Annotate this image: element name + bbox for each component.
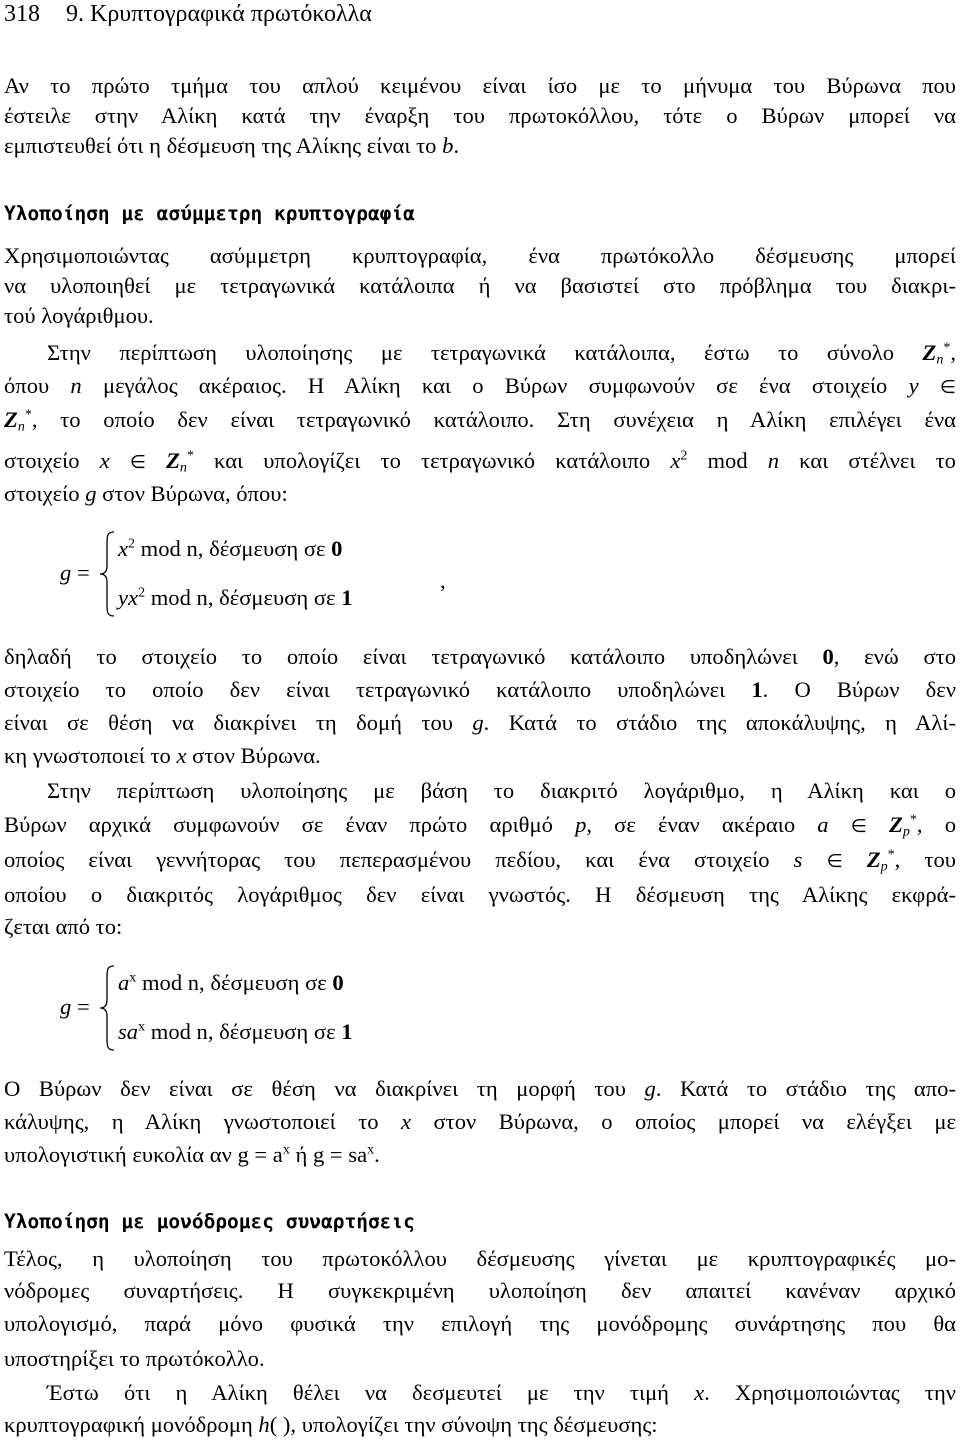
paragraph-4-line-3 [4,708,956,738]
exponent: 2 [128,536,136,552]
var-n: n [17,419,25,435]
paragraph-5-line-2 [4,810,956,842]
term: x [118,536,129,561]
section-heading-asymmetric: Υλοποίηση με ασύμμετρη κρυπτογραφία [4,202,415,225]
text-run: mod n, δέσμευση σε [136,970,333,995]
var-x: x [401,1109,412,1134]
term: yx [118,585,139,610]
paragraph-7-line-4: υποστηρίξει το πρωτόκολλο. [4,1346,265,1371]
bit-1: 1 [341,1019,353,1044]
var-p: p [902,824,910,840]
paragraph-1-line-1: Αν το πρώτο τμήμα του απλού κειμένου είναι ίσο με το μήνυμα του Βύρωνα που [4,73,956,98]
var-n: n [936,352,944,368]
paragraph-4-line-1 [4,642,956,672]
paragraph-6-line-3 [4,1140,956,1170]
var-x: x [694,1380,705,1405]
paragraph-3-line-4 [4,446,956,478]
star: * [887,847,895,863]
formula-case-1 [118,1019,353,1045]
section-heading-one-way: Υλοποίηση με μονόδρομες συναρτήσεις [4,1210,415,1233]
exponent: x [367,1142,375,1158]
text-run: ( ), υπολογίζει την σύνοψη της δέσμευσης: [269,1412,658,1437]
exponent: 2 [138,585,146,601]
star: * [24,407,32,423]
paragraph-5-line-5: ζεται από το: [4,914,123,939]
var-y: y [908,373,919,398]
text-run: mod n, δέσμευση σε [135,536,332,561]
text-run: στοιχείο [4,448,100,473]
paragraph-1-line-3 [4,131,956,161]
paragraph-5-line-3 [4,845,956,877]
var-g: g [472,710,484,735]
bit-0: 0 [331,536,343,561]
text-run: και στέλνει το [779,448,956,473]
paragraph-1-line-2: έστειλε στην Αλίκη κατά την έναρξη του πρωτοκόλλου, τότε ο Βύρων μπορεί να [4,103,956,128]
var-g: g [85,481,97,506]
paragraph-6-line-2 [4,1107,956,1137]
paragraph-5-line-1 [4,776,956,806]
left-brace-icon [98,964,116,1052]
var-n: n [179,460,187,476]
text-run: , ενώ στο [833,644,956,669]
formula-lhs: g = [60,560,90,585]
formula-lhs: g = [60,994,90,1019]
var-h: h [258,1412,270,1437]
element-of-symbol: ∈ [850,816,867,837]
paragraph-2-line-3: τού λογάριθμου. [4,303,154,328]
text-run: Στην περίπτωση υλοποίησης με βάση το διακριτό λογάριθμο, η Αλίκη και ο [47,778,956,803]
text-run: υπολογιστική ευκολία αν g = a [4,1142,283,1167]
text-run: όπου [4,373,71,398]
var-s: s [793,847,803,872]
text-run: ή g = sa [289,1142,368,1167]
var-n: n [767,448,780,473]
formula-case-0 [118,970,344,996]
var-p: p [575,812,587,837]
text-run: είναι σε θέση να διακρίνει τη δομή του [4,710,473,735]
text-run: δηλαδή το στοιχείο το οποίο είναι τετραγωνικό κατάλοιπο υποδηλώνει [4,644,823,669]
star: * [909,812,917,828]
set-Z: Z [4,407,18,432]
text-run: mod n, δέσμευση σε [145,1019,342,1044]
paragraph-7-line-2: νόδρομες συναρτήσεις. Η συγκεκριμένη υλοποίηση δεν απαιτεί κανέναν αρχικό [4,1278,956,1303]
text-run: mod n, δέσμευση σε [145,585,342,610]
element-of-symbol: ∈ [826,851,843,872]
page-header [4,0,372,28]
formula-comma: , [440,568,446,593]
text-run: mod [687,448,768,473]
text-run: . Κατά το στάδιο της αποκάλυψης, η Αλί- [483,710,956,735]
paragraph-8-line-2 [4,1410,956,1440]
bit-0: 0 [332,970,344,995]
text-run: , [950,340,956,365]
paragraph-4-line-4 [4,741,956,771]
paragraph-3-line-3 [4,405,956,435]
text-run: , του [894,847,956,872]
term: a [118,970,130,995]
text-run: μεγάλος ακέραιος. Η Αλίκη και ο Βύρων συμφωνούν σε ένα στοιχείο [81,373,909,398]
text-run: . [453,133,460,158]
text-run: Στην περίπτωση υλοποίησης με τετραγωνικά κατάλοιπα, έστω το σύνολο [47,340,923,365]
formula-quadratic-residue [0,530,960,620]
text-run: . Ο Βύρων δεν [762,677,956,702]
text-run: κάλυψης, η Αλίκη γνωστοποιεί το [4,1109,402,1134]
formula-discrete-log [0,962,960,1052]
var-b: b [442,133,454,158]
var-g: g [644,1076,656,1101]
star: * [186,448,194,464]
star: * [943,340,951,356]
term: sa [118,1019,139,1044]
left-brace-icon [98,530,116,618]
formula-case-0 [118,536,342,562]
bit-0: 0 [822,644,834,669]
paragraph-8-line-1 [4,1378,956,1408]
paragraph-5-line-4: οποίου ο διακριτός λογάριθμος δεν είναι γνωστός. Η δέσμευση της Αλίκης εκφρά- [4,882,956,907]
paragraph-3-line-5 [4,479,956,509]
set-Z: Z [889,812,903,837]
bit-1: 1 [751,677,763,702]
set-Z: Z [866,847,881,872]
var-x: x [99,448,110,473]
chapter-title: 9. Κρυπτογραφικά πρωτόκολλα [66,1,372,27]
paragraph-7-line-3: υπολογισμό, παρά μόνο φυσικά την επιλογή της μονόδρομης συνάρτησης που θα [4,1311,956,1336]
paragraph-3-line-2 [4,371,956,403]
text-run: Βύρων αρχικά συμφωνούν σε έναν πρώτο αριθμό [4,812,576,837]
exponent: x [129,970,137,986]
var-p: p [880,859,888,875]
text-run: εμπιστευθεί ότι η δέσμευση της Αλίκης είναι το [4,133,443,158]
text-run: Έστω ότι η Αλίκη θέλει να δεσμευτεί με την τιμή [47,1380,695,1405]
text-run: κη γνωστοποιεί το [4,743,177,768]
paragraph-4-line-2 [4,675,956,705]
text-run: και υπολογίζει το τετραγωνικό κατάλοιπο [193,448,671,473]
set-Z: Z [166,448,180,473]
var-n: n [70,373,82,398]
paragraph-3-line-1 [4,338,956,368]
text-run: στον Βύρωνα. [186,743,321,768]
bit-1: 1 [341,585,353,610]
paragraph-2-line-2: να υλοποιηθεί με τετραγωνικά κατάλοιπα ή να βασιστεί στο πρόβλημα του διακρι- [4,273,956,298]
element-of-symbol: ∈ [129,452,146,473]
exponent: 2 [680,448,688,464]
paragraph-2-line-1: Χρησιμοποιώντας ασύμμετρη κρυπτογραφία, ένα πρωτόκολλο δέσμευσης μπορεί [4,243,956,268]
var-a: a [817,812,829,837]
text-run: οποίος είναι γεννήτορας του πεπερασμένου πεδίου, και ένα στοιχείο [4,847,794,872]
set-Z: Z [922,340,937,365]
text-run: . Χρησιμοποιώντας την [704,1380,956,1405]
var-x: x [670,448,681,473]
paragraph-7-line-1: Τέλος, η υλοποίηση του πρωτοκόλλου δέσμευσης γίνεται με κρυπτογραφικές μο- [4,1246,956,1271]
text-run: στοιχείο το οποίο δεν είναι τετραγωνικό κατάλοιπο υποδηλώνει [4,677,752,702]
text-run: στοιχείο [4,481,86,506]
text-run: στον Βύρωνα, όπου: [96,481,288,506]
element-of-symbol: ∈ [939,377,956,398]
text-run: . [374,1142,380,1167]
text-run: κρυπτογραφική μονόδρομη [4,1412,259,1437]
text-run: , σε έναν ακέραιο [586,812,818,837]
text-run: . Κατά το στάδιο της απο- [655,1076,956,1101]
exponent: x [282,1142,290,1158]
text-run: στον Βύρωνα, ο οποίος μπορεί να ελέγξει με [411,1109,956,1134]
text-run: Ο Βύρων δεν είναι σε θέση να διακρίνει τη μορφή του [4,1076,645,1101]
var-x: x [176,743,187,768]
page-number: 318 [4,1,40,27]
exponent: x [138,1019,146,1035]
paragraph-6-line-1 [4,1074,956,1104]
text-run: , ο [916,812,956,837]
text-run: , το οποίο δεν είναι τετραγωνικό κατάλοιπο. Στη συνέχεια η Αλίκη επιλέγει ένα [31,407,956,432]
formula-case-1 [118,585,352,611]
